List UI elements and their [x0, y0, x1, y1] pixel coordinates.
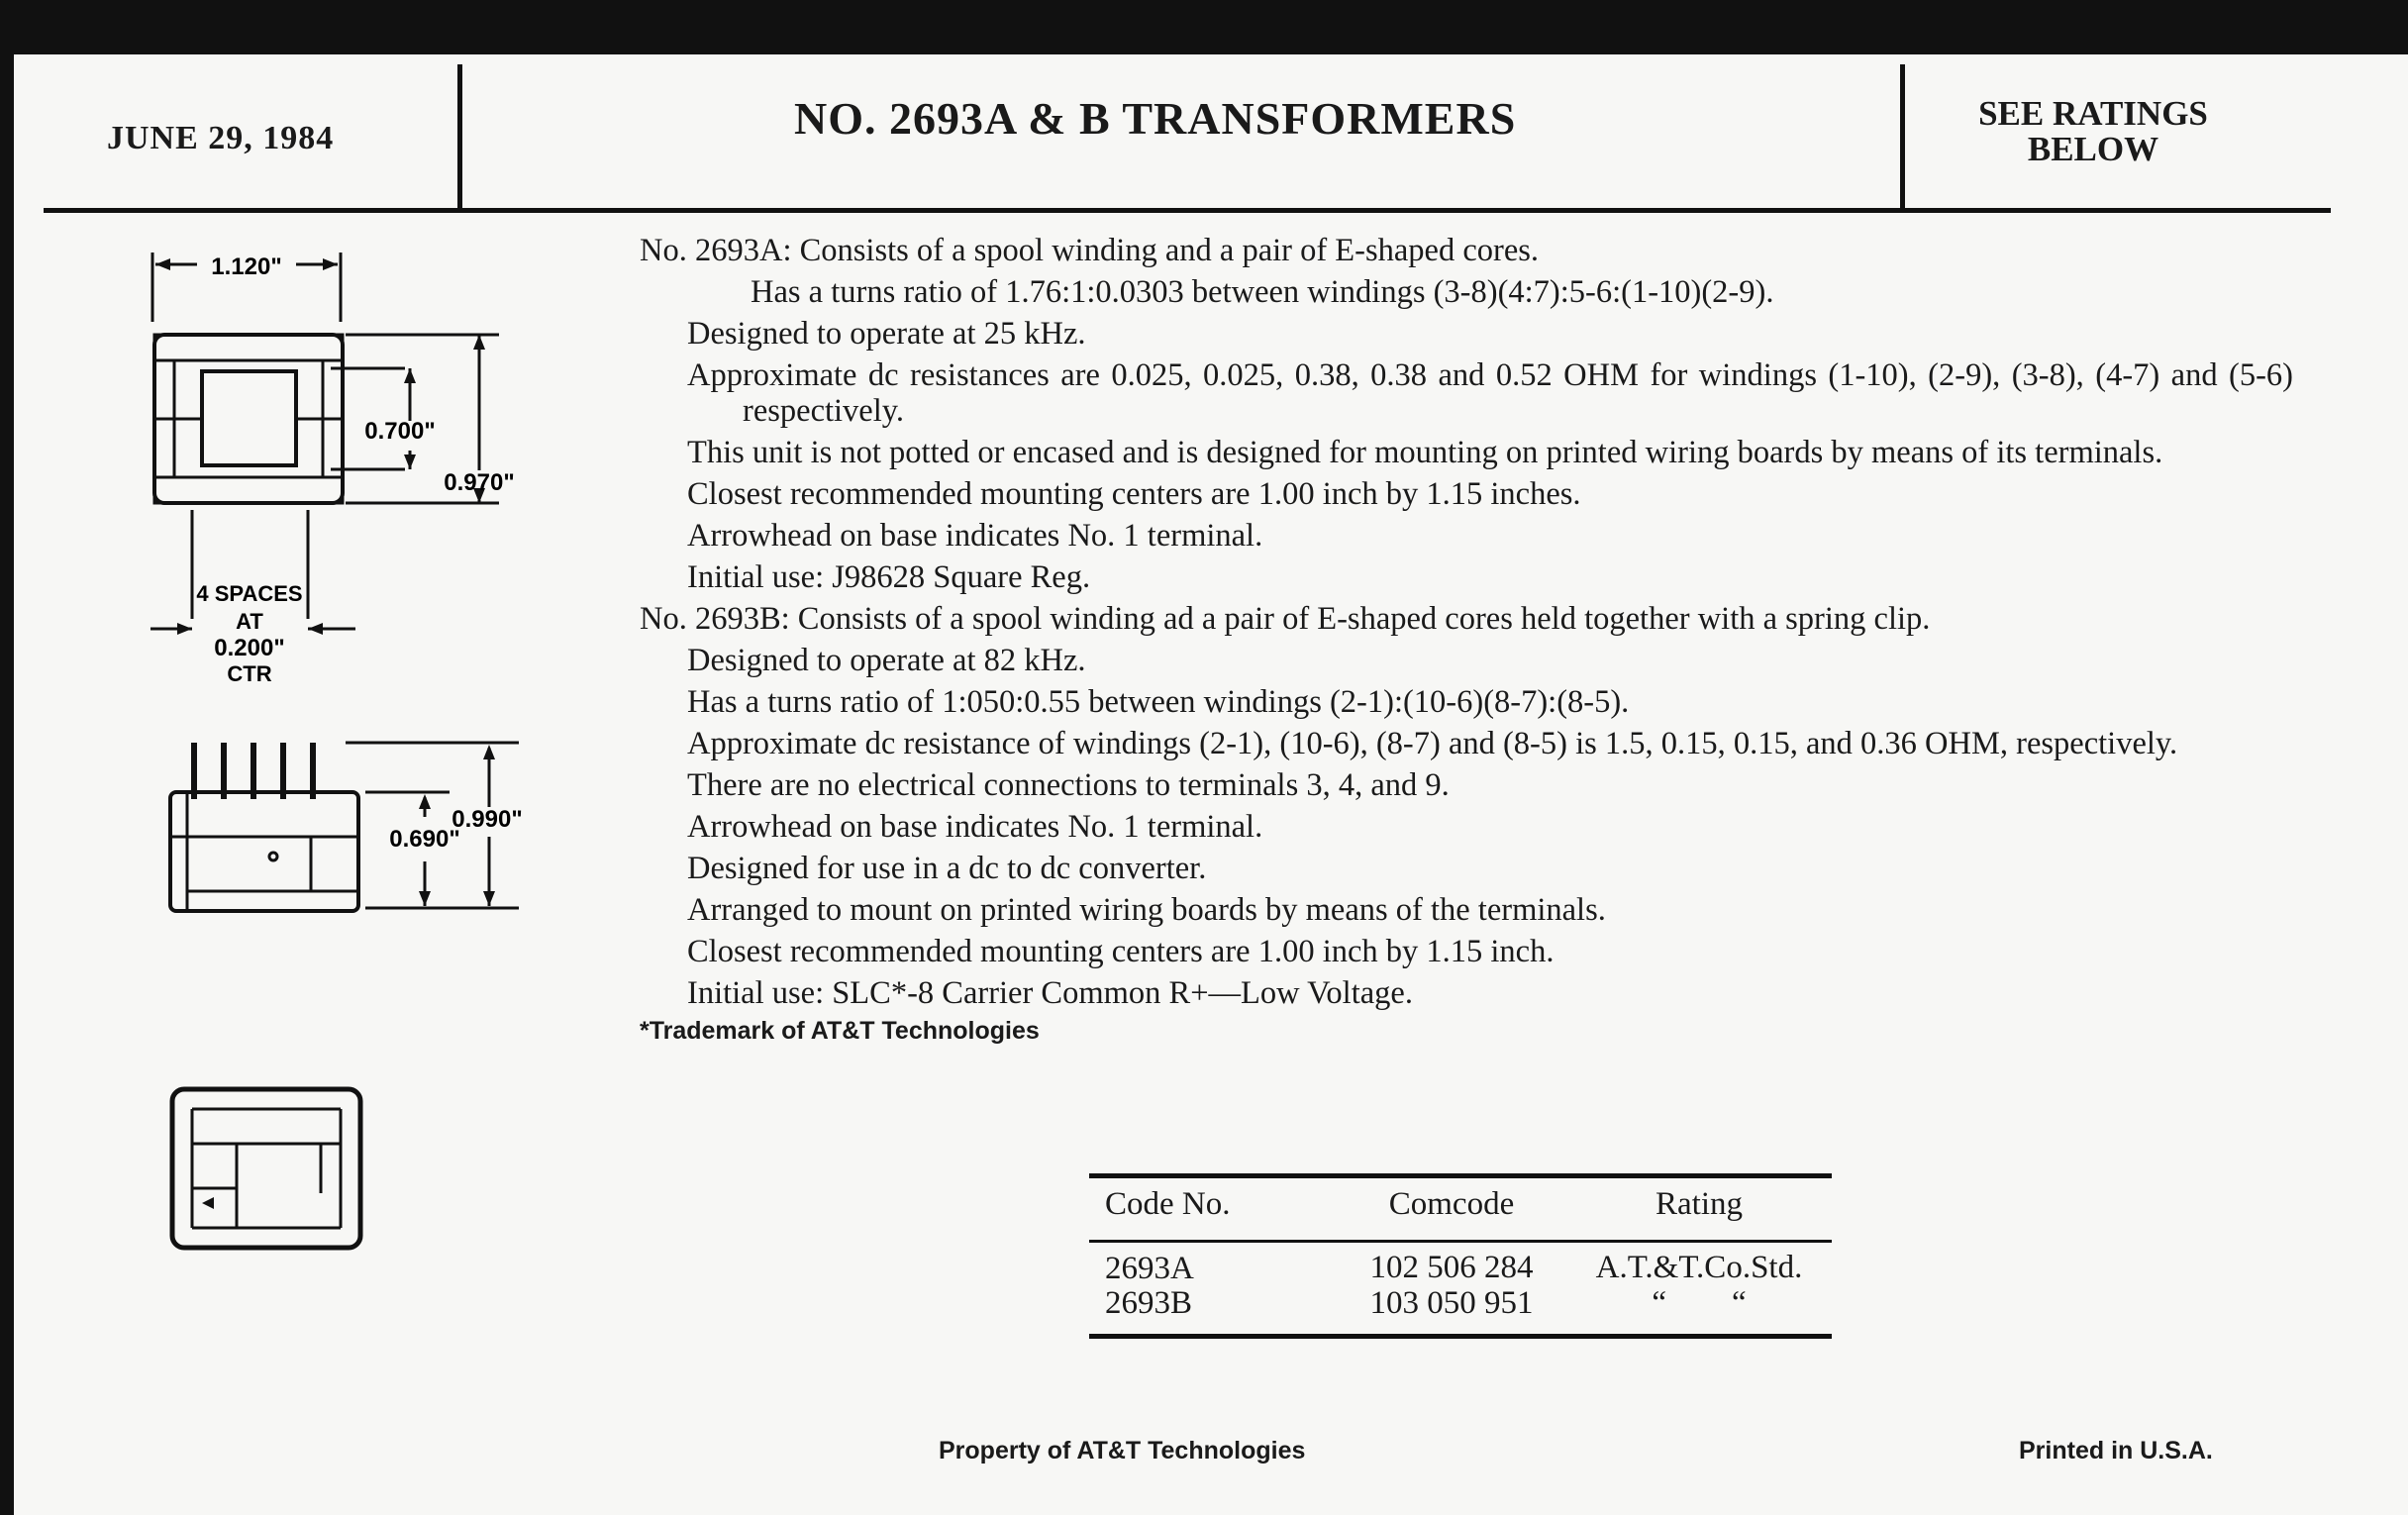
cell-comcode: 103 050 951 — [1369, 1285, 1534, 1321]
header-comcode: Comcode — [1388, 1186, 1515, 1222]
cell-code: 2693A — [1105, 1250, 1194, 1286]
dim-label-side-outer: 0.990" — [452, 806, 523, 833]
paragraph-list — [640, 233, 2293, 1011]
description-paragraph: Designed for use in a dc to dc converter. — [687, 851, 1207, 886]
cell-rating: A.T.&T.Co.Std. — [1595, 1250, 1803, 1285]
spacing-label-line-2: AT — [236, 609, 263, 634]
cell-comcode: 102 506 284 — [1369, 1250, 1534, 1285]
arrow-head — [404, 454, 416, 469]
dim-label-width: 1.120" — [211, 253, 282, 280]
terminal-1-arrowhead-icon — [202, 1197, 214, 1209]
transformer-drawings — [14, 54, 568, 1342]
spacing-label-line-4: CTR — [227, 661, 272, 686]
dim-label-side-inner: 0.690" — [389, 826, 460, 853]
top-view-bottom-flange — [154, 477, 343, 503]
description-paragraph: Initial use: SLC*-8 Carrier Common R+—Low Voltage. — [687, 975, 1413, 1011]
dim-label-outer-height: 0.970" — [444, 469, 515, 496]
top-view-core-window — [202, 371, 296, 465]
arrow-head — [473, 335, 485, 350]
arrow-head — [323, 258, 338, 270]
side-view-rivet — [269, 853, 277, 860]
description-paragraph: No. 2693B: Consists of a spool winding ad a pair of E-shaped cores held together with a spring clip. — [640, 601, 1931, 637]
cell-rating: “ “ — [1652, 1285, 1747, 1321]
trademark-note: *Trademark of AT&T Technologies — [640, 1017, 1040, 1045]
table-rule-top — [1089, 1173, 1832, 1178]
description-body — [640, 233, 2293, 1046]
ratings-line-2: BELOW — [2027, 130, 2159, 168]
description-paragraph: No. 2693A: Consists of a spool winding and a pair of E-shaped cores. — [640, 233, 1540, 268]
arrow-head — [155, 258, 170, 270]
table-header-row — [1089, 1180, 1828, 1237]
description-paragraph: Arranged to mount on printed wiring boards by means of the terminals. — [687, 892, 1606, 928]
arrow-head — [177, 623, 192, 635]
dim-label-inner-height: 0.700" — [364, 418, 436, 445]
bottom-view-body — [172, 1089, 360, 1248]
table-row — [1089, 1285, 1828, 1321]
arrow-head — [419, 794, 431, 809]
property-notice: Property of AT&T Technologies — [939, 1437, 1306, 1464]
header-divider-right — [1900, 64, 1905, 213]
description-paragraph: Arrowhead on base indicates No. 1 terminal. — [687, 809, 1263, 845]
description-paragraph: Designed to operate at 82 kHz. — [687, 643, 1086, 678]
arrow-head — [404, 368, 416, 383]
description-paragraph: Initial use: J98628 Square Reg. — [687, 559, 1091, 595]
description-paragraph: There are no electrical connections to terminals 3, 4, and 9. — [687, 767, 1450, 803]
arrow-head — [483, 891, 495, 906]
description-paragraph: Closest recommended mounting centers are 1.00 inch by 1.15 inches. — [687, 476, 1581, 512]
spacing-label-line-1: 4 SPACES — [196, 581, 303, 606]
top-view-top-flange — [154, 335, 343, 360]
cell-code: 2693B — [1105, 1285, 1193, 1321]
description-paragraph: Arrowhead on base indicates No. 1 terminal. — [687, 518, 1263, 554]
header-rating: Rating — [1656, 1186, 1743, 1222]
header-code-no: Code No. — [1105, 1186, 1231, 1222]
description-paragraph: This unit is not potted or encased and is designed for mounting on printed wiring boards by means of its terminals. — [687, 435, 2163, 470]
side-view-body — [170, 792, 358, 911]
issue-date: JUNE 29, 1984 — [107, 120, 335, 156]
ratings-line-1: SEE RATINGS — [1978, 94, 2208, 133]
arrow-head — [483, 745, 495, 759]
description-paragraph: Approximate dc resistance of windings (2-1), (10-6), (8-7) and (8-5) is 1.5, 0.15, 0.15, and 0.36 OHM, respectively. — [687, 726, 2178, 761]
page-title: NO. 2693A & B TRANSFORMERS — [794, 93, 1517, 144]
arrow-head — [308, 623, 323, 635]
description-paragraph: Has a turns ratio of 1:050:0.55 between windings (2-1):(10-6)(8-7):(8-5). — [687, 684, 1630, 720]
spacing-label-line-3: 0.200" — [214, 635, 285, 661]
description-paragraph: Approximate dc resistances are 0.025, 0.025, 0.38, 0.38 and 0.52 OHM for windings (1-10), (2-9), (3-8), (4-7) and (5-6) respectively. — [687, 357, 2293, 429]
table-row — [1089, 1237, 1828, 1285]
datasheet-card — [14, 54, 2408, 1515]
description-paragraph: Designed to operate at 25 kHz. — [687, 316, 1086, 352]
printed-notice: Printed in U.S.A. — [2019, 1437, 2213, 1464]
ratings-note — [1974, 96, 2212, 167]
description-paragraph: Closest recommended mounting centers are 1.00 inch by 1.15 inch. — [687, 934, 1555, 969]
code-table — [1089, 1180, 1828, 1321]
table-rule-bottom — [1089, 1334, 1832, 1339]
description-paragraph: Has a turns ratio of 1.76:1:0.0303 between windings (3-8)(4:7):5-6:(1-10)(2-9). — [751, 274, 1774, 310]
arrow-head — [419, 891, 431, 906]
